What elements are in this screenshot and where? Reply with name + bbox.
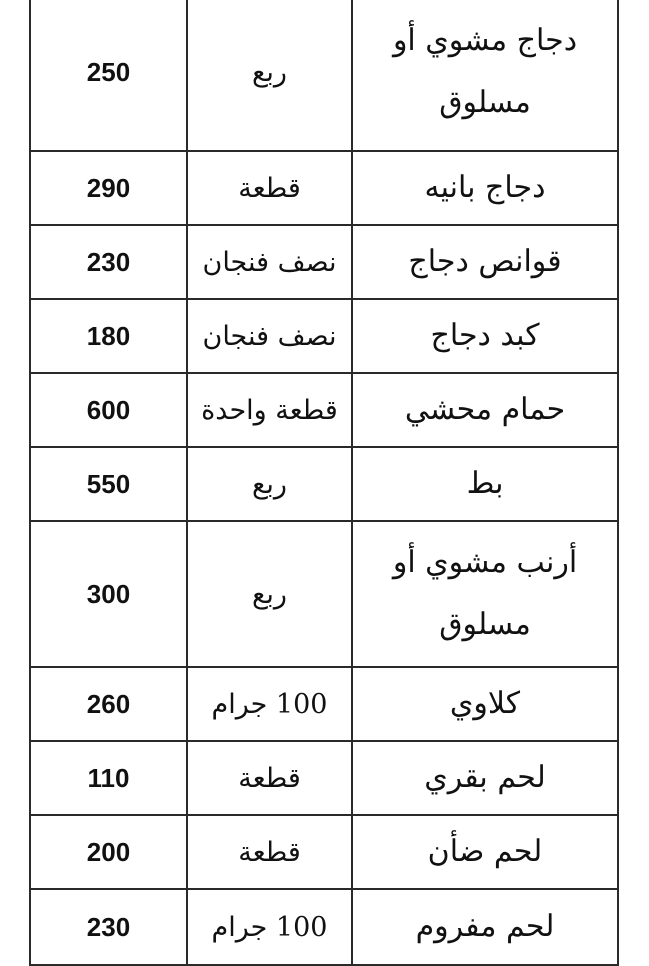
food-cell: حمام محشي: [404, 392, 566, 427]
quantity-cell: نصف فنجان: [186, 300, 353, 372]
calories-cell: 290: [86, 172, 131, 203]
table-row: [31, 150, 617, 224]
calories-cell: 600: [86, 394, 131, 425]
calories-cell: 230: [86, 911, 131, 942]
table-row: [31, 740, 617, 814]
quantity-cell: نصف فنجان: [186, 226, 353, 298]
quantity-cell: قطعة: [186, 152, 353, 224]
food-cell: قوانص دجاج: [408, 244, 562, 279]
food-cell: لحم بقري: [424, 760, 546, 795]
food-cell: دجاج بانيه: [424, 170, 546, 205]
food-cell: كلاوي: [449, 686, 521, 721]
table-row: [31, 446, 617, 520]
quantity-cell: ربع: [186, 522, 353, 666]
food-cell: دجاج مشوي أو مسلوق: [392, 23, 578, 120]
calories-cell: 180: [86, 320, 131, 351]
quantity-cell: قطعة: [186, 742, 353, 814]
table-row: [31, 666, 617, 740]
quantity-cell: قطعة: [186, 816, 353, 888]
table-row: [31, 372, 617, 446]
table-row: [31, 0, 617, 150]
table-row: [31, 814, 617, 888]
table-row: [31, 520, 617, 666]
food-cell: كبد دجاج: [430, 318, 540, 353]
quantity-cell: ربع: [186, 448, 353, 520]
quantity-cell: قطعة واحدة: [186, 374, 353, 446]
calories-cell: 550: [86, 468, 131, 499]
calories-cell: 200: [86, 836, 131, 867]
quantity-cell: 100 جرام: [186, 668, 353, 740]
quantity-cell: 100 جرام: [186, 890, 353, 964]
food-cell: لحم ضأن: [427, 834, 543, 869]
table-row: [31, 888, 617, 964]
food-cell: أرنب مشوي أو مسلوق: [392, 545, 578, 642]
quantity-cell: ربع: [186, 0, 353, 150]
food-cell: بط: [466, 466, 504, 501]
food-cell: لحم مفروم: [415, 909, 555, 944]
calories-cell: 250: [86, 56, 131, 87]
calories-cell: 230: [86, 246, 131, 277]
calories-cell: 300: [86, 578, 131, 609]
calories-cell: 260: [86, 688, 131, 719]
calorie-table: [29, 0, 619, 966]
table-row: [31, 298, 617, 372]
calories-cell: 110: [87, 762, 130, 793]
table-row: [31, 224, 617, 298]
